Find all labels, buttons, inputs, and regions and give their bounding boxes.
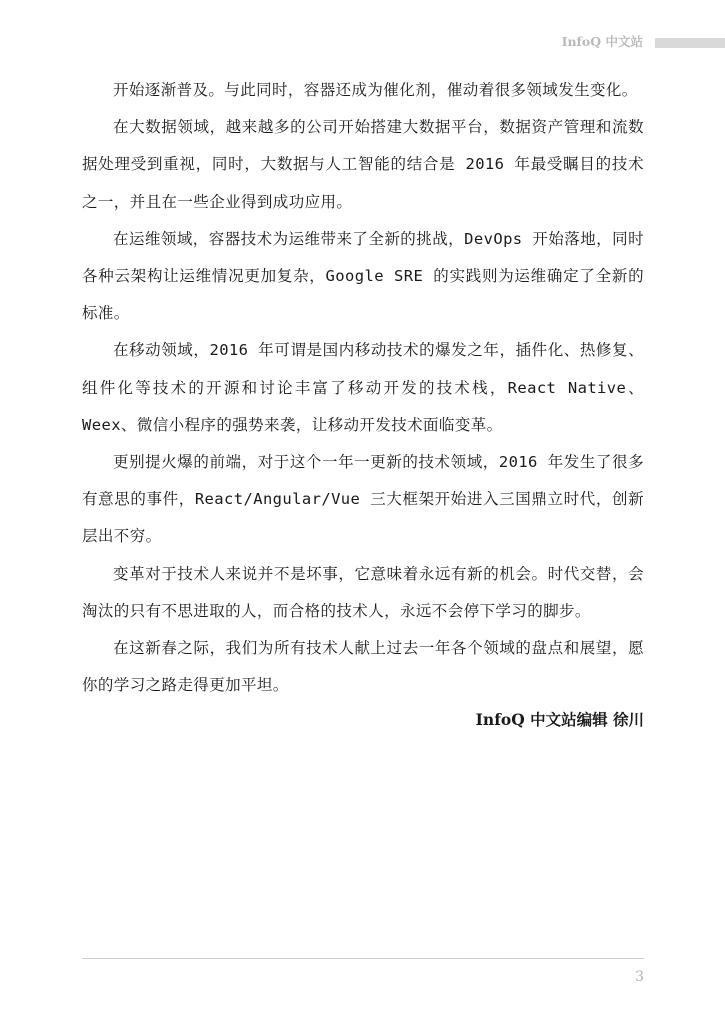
page-header bbox=[425, 30, 725, 52]
paragraph: 在这新春之际，我们为所有技术人献上过去一年各个领域的盘点和展望，愿你的学习之路走得更加平坦。 bbox=[82, 639, 644, 695]
paragraph: 在运维领域，容器技术为运维带来了全新的挑战，DevOps 开始落地，同时各种云架构让运维情况更加复杂，Google SRE 的实践则为运维确定了全新的标准。 bbox=[82, 229, 644, 323]
header-label: InfoQ 中文站 bbox=[561, 34, 643, 49]
paragraph: 开始逐渐普及。与此同时，容器还成为催化剂，催动着很多领域发生变化。 bbox=[113, 81, 638, 99]
paragraph: 变革对于技术人来说并不是坏事，它意味着永远有新的机会。时代交替，会淘汰的只有不思进取的人，而合格的技术人，永远不会停下学习的脚步。 bbox=[82, 564, 644, 620]
header-bar bbox=[655, 38, 725, 48]
paragraph: 在移动领域，2016 年可谓是国内移动技术的爆发之年，插件化、热修复、组件化等技术的开源和讨论丰富了移动开发的技术栈，React Native、Weex、微信小程序的强势来袭，让移动开发技术面临变革。 bbox=[82, 341, 644, 434]
article-body bbox=[82, 72, 644, 736]
paragraph: 在大数据领域，越来越多的公司开始搭建大数据平台，数据资产管理和流数据处理受到重视，同时，大数据与人工智能的结合是 2016 年最受瞩目的技术之一，并且在一些企业得到成功应用。 bbox=[82, 118, 644, 211]
footer-divider bbox=[82, 958, 644, 959]
author-signature: InfoQ 中文站编辑 徐川 bbox=[475, 710, 644, 730]
paragraph: 更别提火爆的前端，对于这个一年一更新的技术领域，2016 年发生了很多有意思的事件，React/Angular/Vue 三大框架开始进入三国鼎立时代，创新层出不穷。 bbox=[82, 453, 644, 546]
page-number: 3 bbox=[635, 969, 644, 985]
